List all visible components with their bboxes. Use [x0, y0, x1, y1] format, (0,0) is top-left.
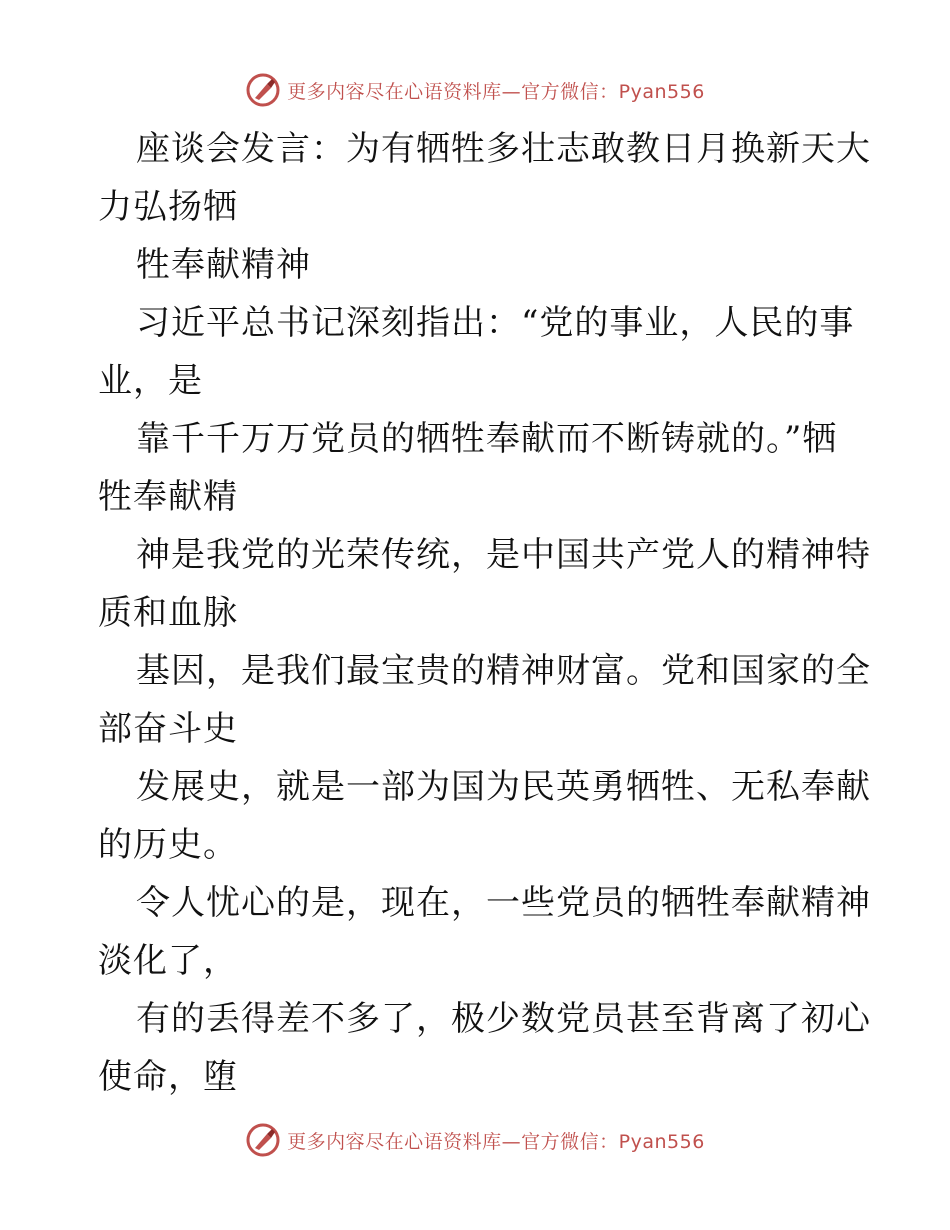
- text-line: 神是我党的光荣传统，是中国共产党人的精神特: [136, 535, 871, 575]
- text-line: 靠千千万万党员的牺牲奉献而不断铸就的。”牺: [136, 419, 838, 459]
- text-line: 牲奉献精神: [136, 245, 311, 285]
- header-banner: [0, 70, 950, 110]
- text-line: 质和血脉: [98, 593, 238, 633]
- text-line: 力弘扬牺: [98, 187, 238, 227]
- header-banner-text: 更多内容尽在心语资料库—官方微信：Pyan556: [287, 80, 705, 103]
- pen-nib-icon: [245, 1122, 281, 1158]
- pen-nib-icon: [245, 72, 281, 108]
- text-line: 习近平总书记深刻指出：“党的事业，人民的事: [136, 303, 855, 343]
- text-line: 的历史。: [98, 825, 238, 865]
- text-line: 业，是: [98, 361, 203, 401]
- text-line: 基因，是我们最宝贵的精神财富。党和国家的全: [136, 651, 871, 691]
- text-line: 部奋斗史: [98, 709, 238, 749]
- text-line: 牲奉献精: [98, 477, 238, 517]
- document-body: [98, 120, 871, 1106]
- text-line: 发展史，就是一部为国为民英勇牺牲、无私奉献: [136, 767, 871, 807]
- text-line: 使命，堕: [98, 1057, 238, 1097]
- footer-banner: [0, 1120, 950, 1160]
- footer-banner-text: 更多内容尽在心语资料库—官方微信：Pyan556: [287, 1130, 705, 1153]
- text-line: 座谈会发言：为有牺牲多壮志敢教日月换新天大: [136, 129, 871, 169]
- text-line: 有的丢得差不多了，极少数党员甚至背离了初心: [136, 999, 871, 1039]
- text-line: 令人忧心的是，现在，一些党员的牺牲奉献精神: [136, 883, 871, 923]
- text-line: 淡化了，: [98, 941, 238, 981]
